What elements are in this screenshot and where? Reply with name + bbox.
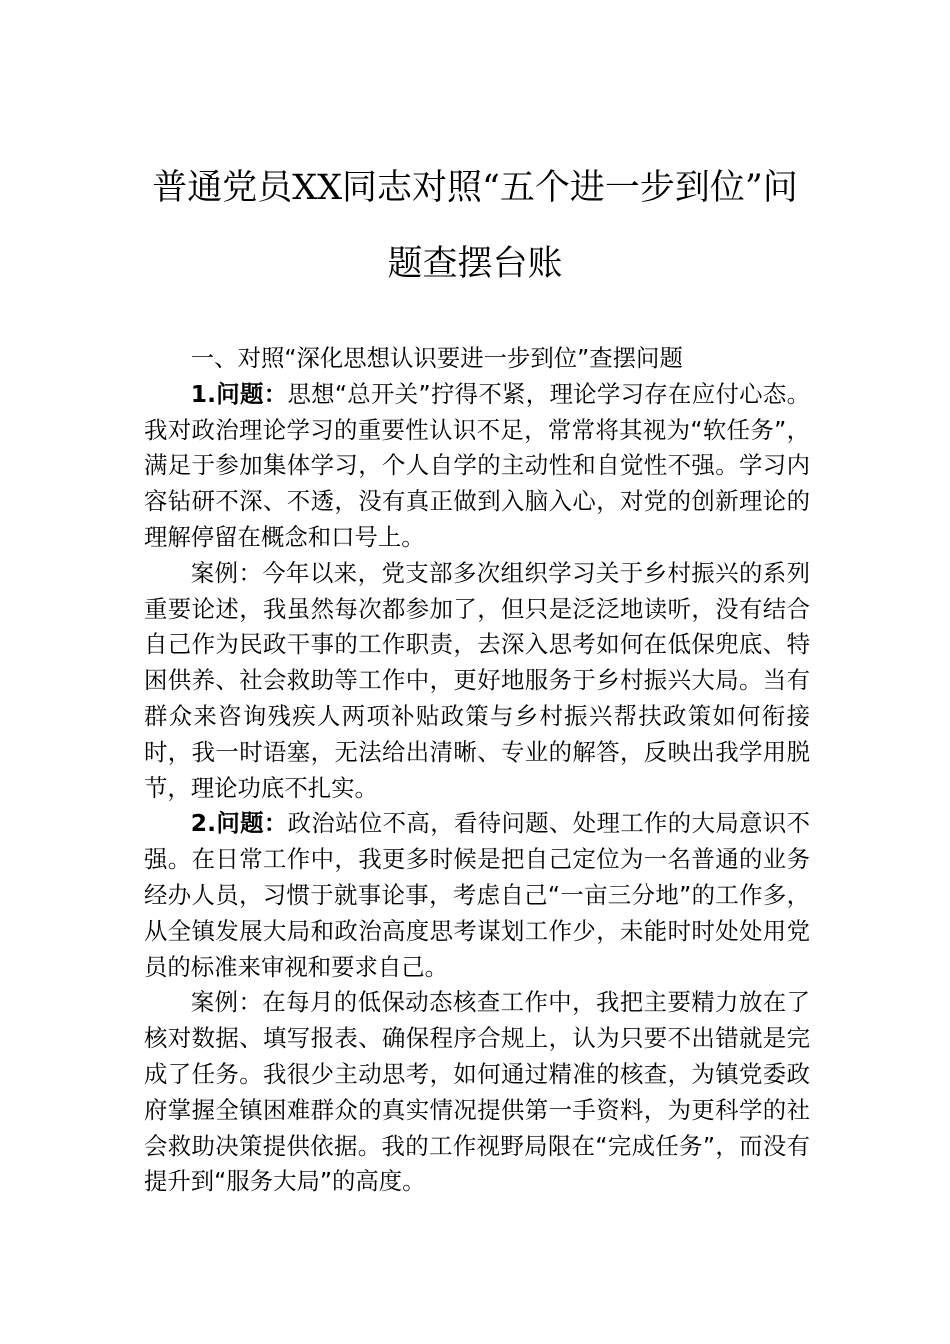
problem-label-1: 1.问题： (190, 379, 288, 408)
case-paragraph-1: 案例：今年以来，党支部多次组织学习关于乡村振兴的系列重要论述，我虽然每次都参加了，但只是泛泛地读听，没有结合自己作为民政干事的工作职责，去深入思考如何在低保兜底、特困供养、社会救助等工作中，更好地服务于乡村振兴大局。当有群众来咨询残疾人两项补贴政策与乡村振兴帮扶政策如何衔接时，我一时语塞，无法给出清晰、专业的解答，反映出我学用脱节，理论功底不扎实。 (144, 558, 810, 802)
title-line-1: 普通党员XX同志对照“五个进一步到位”问 (152, 168, 798, 208)
document-body (144, 341, 810, 1200)
problem-label-2: 2.问题： (190, 809, 288, 838)
document-title (120, 150, 830, 302)
problem-text-2: 政治站位不高，看待问题、处理工作的大局意识不强。在日常工作中，我更多时候是把自己定位为一名普通的业务经办人员，习惯于就事论事，考虑自己“一亩三分地”的工作多，从全镇发展大局和政治高度思考谋划工作少，未能时时处处用党员的标准来审视和要求自己。 (144, 809, 810, 981)
problem-paragraph-1 (144, 377, 810, 556)
title-line-2: 题查摆台账 (387, 244, 563, 284)
problem-paragraph-2 (144, 806, 810, 985)
case-paragraph-2: 案例：在每月的低保动态核查工作中，我把主要精力放在了核对数据、填写报表、确保程序合规上，认为只要不出错就是完成了任务。我很少主动思考，如何通过精准的核查，为镇党委政府掌握全镇困难群众的真实情况提供第一手资料，为更科学的社会救助决策提供依据。我的工作视野局限在“完成任务”，而没有提升到“服务大局”的高度。 (144, 988, 810, 1196)
problem-text-1: 思想“总开关”拧得不紧，理论学习存在应付心态。我对政治理论学习的重要性认识不足，常常将其视为“软任务”，满足于参加集体学习，个人自学的主动性和自觉性不强。学习内容钻研不深、不透，没有真正做到入脑入心，对党的创新理论的理解停留在概念和口号上。 (144, 379, 811, 551)
section-heading: 一、对照“深化思想认识要进一步到位”查摆问题 (190, 344, 683, 372)
